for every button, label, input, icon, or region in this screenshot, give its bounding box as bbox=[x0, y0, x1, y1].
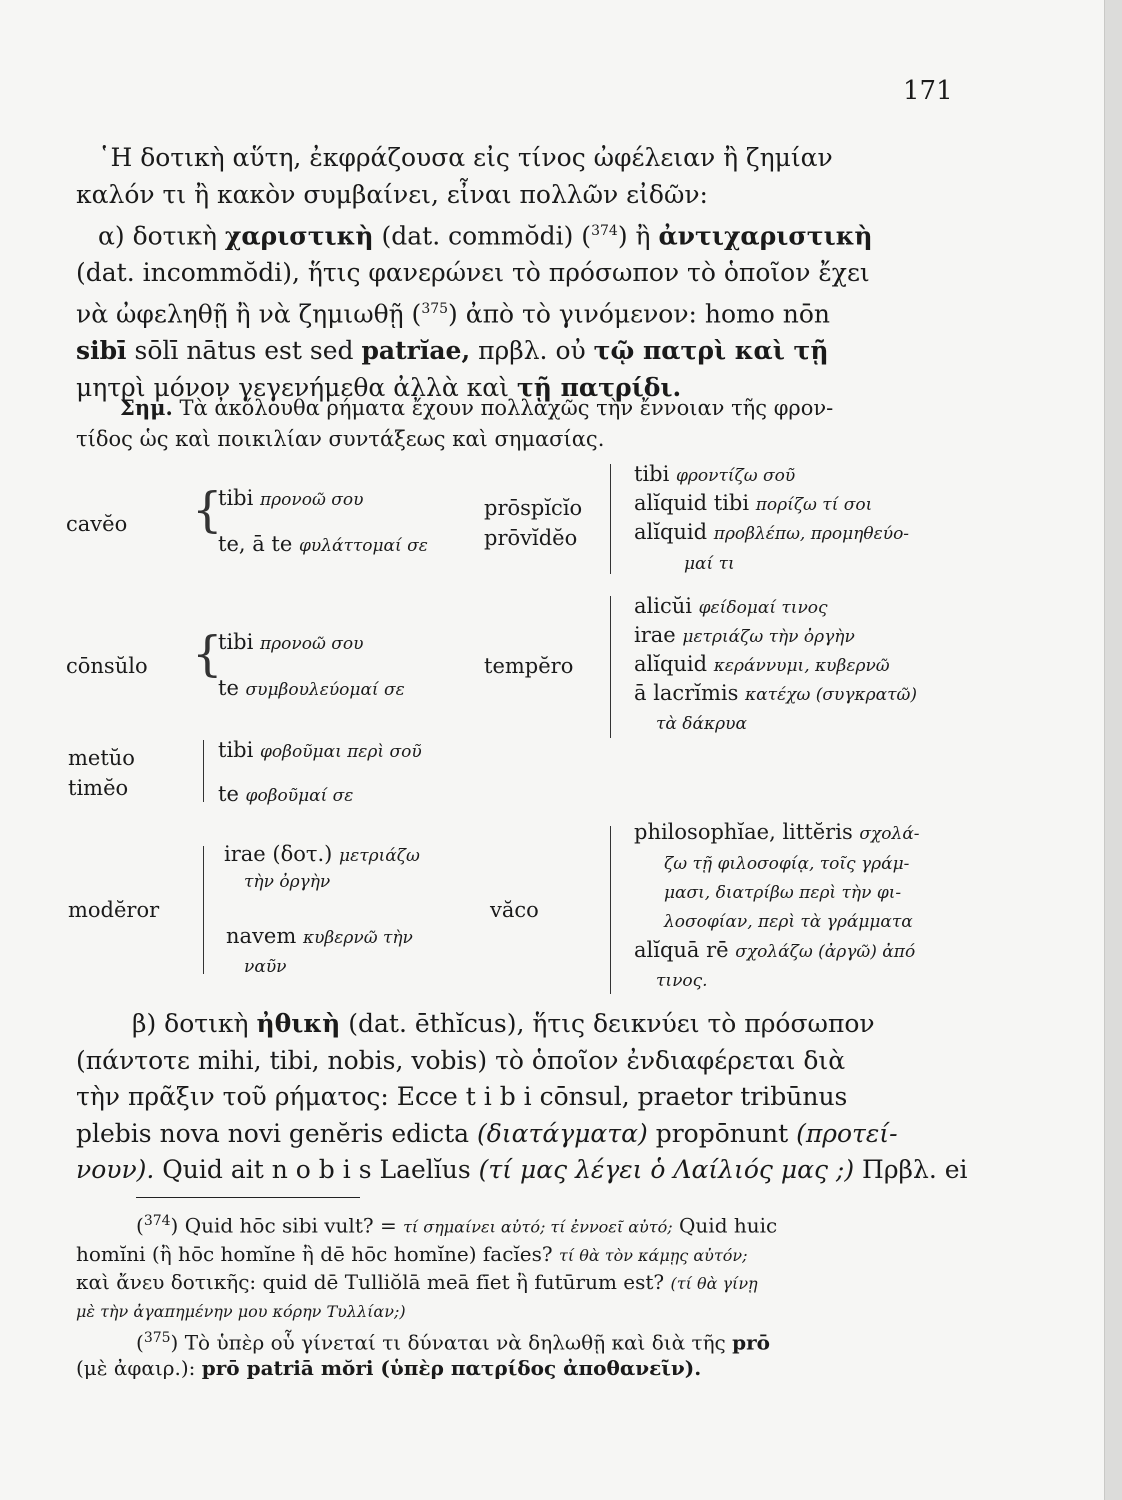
text: φοβοῦμαι περὶ σοῦ bbox=[260, 742, 422, 762]
footnote-number: 374 bbox=[143, 1213, 171, 1229]
tempero-line-5 bbox=[656, 710, 747, 734]
text: alĭquā rē bbox=[634, 938, 736, 962]
text: te bbox=[218, 676, 246, 700]
caveo-line-1 bbox=[218, 486, 363, 510]
footnote-divider bbox=[136, 1197, 360, 1198]
text: propōnunt bbox=[647, 1118, 797, 1148]
vaco-line-1 bbox=[634, 820, 920, 844]
text: προνοῶ σου bbox=[260, 634, 364, 654]
text: te bbox=[218, 782, 246, 806]
text: plebis nova novi genĕris edicta bbox=[76, 1118, 478, 1148]
text: ) ἢ bbox=[617, 221, 659, 251]
text: α) δοτικὴ bbox=[98, 221, 225, 251]
text: τὴν πρᾶξιν τοῦ ρήματος: bbox=[76, 1082, 389, 1111]
verb-metuo: metŭo bbox=[68, 746, 135, 770]
brace bbox=[610, 826, 611, 994]
brace bbox=[203, 740, 204, 802]
text: (dat. ēthĭcus), ἥτις δεικνύει τὸ πρόσωπον bbox=[340, 1009, 875, 1038]
text: alĭquid bbox=[634, 520, 714, 544]
text: μετριάζω bbox=[339, 846, 420, 866]
note-label: Σημ. bbox=[120, 395, 173, 420]
text: patrĭae, bbox=[361, 336, 471, 366]
brace bbox=[610, 596, 611, 738]
text: ) ἀπὸ τὸ γινόμενον: homo nōn bbox=[448, 299, 831, 329]
text: φυλάττομαί σε bbox=[298, 536, 428, 556]
text: alĭquid tibi bbox=[634, 491, 756, 515]
tempero-line-1 bbox=[634, 594, 828, 618]
text: alĭquid bbox=[634, 652, 714, 676]
text: κεράννυμι, κυβερνῶ bbox=[713, 656, 890, 676]
text: τί σημαίνει αὐτό; τί ἐννοεῖ αὐτό; bbox=[403, 1217, 673, 1237]
metuo-line-1 bbox=[218, 738, 422, 762]
text: cōnsul, praetor tribūnus bbox=[531, 1082, 848, 1111]
text: κυβερνῶ τὴν bbox=[302, 928, 413, 948]
text: (dat. commŏdi) ( bbox=[373, 221, 592, 251]
text: (τί θὰ γίνῃ bbox=[670, 1273, 758, 1293]
page-edge bbox=[1104, 0, 1122, 1500]
verb-vaco: văco bbox=[490, 898, 539, 922]
text: (τί μας λέγει ὁ Λαίλιός μας ;) bbox=[478, 1155, 855, 1184]
term-anticharistike: ἀντιχαριστικὴ bbox=[658, 221, 873, 251]
text: λοσοφίαν, περὶ τὰ γράμματα bbox=[664, 912, 913, 932]
text: sōlī nātus est sed bbox=[126, 336, 362, 366]
text: Quid huic bbox=[672, 1213, 778, 1238]
text: σχολάζω (ἀργῶ) ἀπό bbox=[735, 942, 916, 962]
text: Πρβλ. ei bbox=[854, 1155, 968, 1184]
text: προβλέπω, προμηθεύο- bbox=[713, 524, 910, 544]
prospicio-line-1 bbox=[634, 462, 795, 486]
page-number: 171 bbox=[903, 76, 953, 106]
text: Quid hōc sibi vult? = bbox=[178, 1213, 404, 1238]
intro-paragraph bbox=[76, 140, 956, 406]
footnote-374-line-2 bbox=[76, 1241, 976, 1269]
text: κατέχω (συγκρατῶ) bbox=[745, 685, 918, 705]
tempero-line-4 bbox=[634, 681, 917, 705]
text: prō patriā mŏri (ὑπὲρ πατρίδος ἀποθανεῖν). bbox=[201, 1356, 702, 1381]
text: navem bbox=[226, 924, 303, 948]
brace: { bbox=[192, 482, 223, 538]
moderor-line-2 bbox=[244, 868, 330, 892]
footnote-375-line-1: ($^{375}$) Τὸ ὑπὲρ οὗ γίνεταί τι δύναται νὰ δηλωθῇ καὶ διὰ τῆς prō bbox=[136, 1329, 770, 1355]
moderor-line-4 bbox=[244, 953, 286, 977]
prospicio-line-3 bbox=[634, 520, 909, 544]
note-line-1 bbox=[76, 392, 956, 424]
verb-provideo: prōvĭdĕo bbox=[484, 526, 578, 550]
text: πρβλ. οὐ bbox=[470, 336, 594, 366]
verb-consulo: cōnsŭlo bbox=[66, 654, 148, 678]
vaco-line-5 bbox=[634, 938, 915, 962]
text: alicŭi bbox=[634, 594, 699, 618]
text: irae bbox=[634, 623, 683, 647]
beta-line-5 bbox=[76, 1152, 968, 1189]
beta-line-4 bbox=[76, 1116, 956, 1153]
text: τῷ πατρὶ καὶ τῇ bbox=[593, 336, 829, 366]
footnote-ref-375: 375 bbox=[421, 301, 449, 318]
metuo-line-2 bbox=[218, 782, 353, 806]
text: Τὰ ἀκόλουθα ρήματα ἔχουν πολλαχῶς τὴν ἔννοιαν τῆς φρον- bbox=[172, 396, 834, 420]
brace: { bbox=[192, 626, 223, 682]
beta-line-3 bbox=[76, 1079, 956, 1116]
text: philosophĭae, littĕris bbox=[634, 820, 860, 844]
text: μὲ τὴν ἀγαπημένην μου κόρην Τυλλίαν;) bbox=[76, 1301, 406, 1321]
brace bbox=[610, 464, 611, 574]
verb-caveo: cavĕo bbox=[66, 512, 128, 536]
alpha-line-1 bbox=[76, 213, 956, 255]
text: φροντίζω σοῦ bbox=[676, 466, 796, 486]
text: prō bbox=[732, 1330, 770, 1355]
footnote-number: 375 bbox=[143, 1329, 171, 1346]
vaco-line-6 bbox=[656, 967, 708, 991]
alpha-line-3 bbox=[76, 291, 956, 333]
vaco-line-2 bbox=[664, 850, 909, 874]
moderor-line-3 bbox=[226, 924, 413, 948]
text: μόνον γεγενήμεθα ἀλλὰ καὶ bbox=[145, 372, 517, 402]
text: tibi bbox=[218, 738, 260, 762]
intro-line-1: ῾Η δοτικὴ αὕτη, ἐκφράζουσα εἰς τίνος ὠφέλειαν ἢ ζημίαν bbox=[98, 143, 833, 172]
verb-prospicio: prōspĭcĭo bbox=[484, 496, 583, 520]
text: (μὲ ἀφαιρ.): bbox=[76, 1356, 202, 1381]
text: τί θὰ τὸν κάμῃς αὐτόν; bbox=[558, 1245, 748, 1265]
term-ethike: ἠθικὴ bbox=[256, 1009, 341, 1038]
note-line-2: τίδος ὡς καὶ ποικιλίαν συντάξεως καὶ σημασίας. bbox=[76, 427, 605, 451]
text: t i b i bbox=[465, 1082, 532, 1111]
brace bbox=[203, 846, 204, 974]
text: προνοῶ σου bbox=[260, 490, 364, 510]
text: n o b i s bbox=[271, 1155, 372, 1184]
text: τινος. bbox=[656, 971, 708, 991]
text: Laelĭus bbox=[371, 1155, 479, 1184]
consulo-line-1 bbox=[218, 630, 363, 654]
text: σχολά- bbox=[859, 824, 920, 844]
alpha-line-2: (dat. incommŏdi), ἥτις φανερώνει τὸ πρόσωπον τὸ ὁποῖον ἔχει bbox=[76, 257, 870, 287]
verb-timeo: timĕo bbox=[68, 776, 129, 800]
text: homĭni (ἢ hōc homĭne ἢ dē hōc homĭne) facĭes? bbox=[76, 1241, 559, 1266]
verb-moderor: modĕror bbox=[68, 898, 160, 922]
text: β) δοτικὴ bbox=[132, 1009, 257, 1038]
text: tibi bbox=[634, 462, 676, 486]
alpha-line-4 bbox=[76, 333, 956, 370]
text: μετριάζω τὴν ὀργὴν bbox=[682, 627, 855, 647]
text: (διατάγματα) bbox=[477, 1118, 648, 1148]
prospicio-line-4 bbox=[684, 550, 735, 574]
text: τὰ δάκρυα bbox=[656, 714, 747, 734]
footnote-374-line-1: ($^{374}$) Quid hōc sibi vult? = τί σημαίνει αὐτό; τί ἐννοεῖ αὐτό; Quid huic bbox=[136, 1213, 778, 1238]
tempero-line-3 bbox=[634, 652, 890, 676]
vaco-line-3 bbox=[664, 879, 901, 903]
text: ζω τῇ φιλοσοφίᾳ, τοῖς γράμ- bbox=[664, 854, 910, 874]
text: συμβουλεύομαί σε bbox=[245, 680, 405, 700]
text: te, ā te bbox=[218, 532, 299, 556]
text: μητρὶ bbox=[76, 372, 146, 402]
text: sibī bbox=[76, 336, 127, 366]
note-paragraph bbox=[76, 392, 956, 455]
text: καὶ ἄνευ δοτικῆς: quid dē Tulliŏlā meā fīet ἢ futūrum est? bbox=[76, 1269, 671, 1294]
text: τὴν ὀργὴν bbox=[244, 872, 331, 892]
text: (προτεί- bbox=[796, 1118, 898, 1148]
prospicio-line-2 bbox=[634, 491, 872, 515]
tempero-line-2 bbox=[634, 623, 855, 647]
footnote-375-line-2 bbox=[76, 1355, 976, 1381]
text: Τὸ ὑπὲρ οὗ γίνεταί τι δύναται νὰ δηλωθῇ καὶ διὰ τῆς bbox=[178, 1330, 733, 1355]
footnote-374-line-3 bbox=[76, 1269, 976, 1297]
text: φείδομαί τινος bbox=[698, 598, 828, 618]
footnotes bbox=[76, 1208, 976, 1381]
text: φοβοῦμαί σε bbox=[245, 786, 354, 806]
text: irae (δοτ.) bbox=[224, 842, 340, 866]
consulo-line-2 bbox=[218, 676, 405, 700]
text: ναῦν bbox=[244, 957, 287, 977]
term-charistike: χαριστικὴ bbox=[224, 221, 374, 251]
text: tibi bbox=[218, 486, 260, 510]
text: ā lacrĭmis bbox=[634, 681, 746, 705]
footnote-ref-374: 374 bbox=[591, 223, 618, 239]
beta-paragraph bbox=[76, 1006, 968, 1189]
text: Quid ait bbox=[154, 1155, 272, 1184]
vaco-line-4 bbox=[664, 908, 913, 932]
footnote-374-line-4 bbox=[76, 1297, 976, 1325]
caveo-line-2 bbox=[218, 532, 428, 556]
text: νουν). bbox=[76, 1155, 155, 1184]
text: μαί τι bbox=[684, 554, 735, 574]
text: μασι, διατρίβω περὶ τὴν φι- bbox=[664, 883, 902, 903]
moderor-line-1 bbox=[224, 842, 420, 866]
verb-tempero: tempĕro bbox=[484, 654, 574, 678]
text: νὰ ὠφεληθῇ ἢ νὰ ζημιωθῇ ( bbox=[76, 299, 422, 329]
text: Ecce bbox=[388, 1082, 466, 1111]
text: tibi bbox=[218, 630, 260, 654]
intro-line-2: καλόν τι ἢ κακὸν συμβαίνει, εἶναι πολλῶν εἰδῶν: bbox=[76, 179, 708, 209]
text: πορίζω τί σοι bbox=[755, 495, 873, 515]
beta-line-2: (πάντοτε mihi, tibi, nobis, vobis) τὸ ὁποῖον ἐνδιαφέρεται διὰ bbox=[76, 1045, 846, 1075]
beta-line-1 bbox=[76, 1006, 956, 1043]
text: τῇ πατρίδι. bbox=[516, 372, 682, 402]
